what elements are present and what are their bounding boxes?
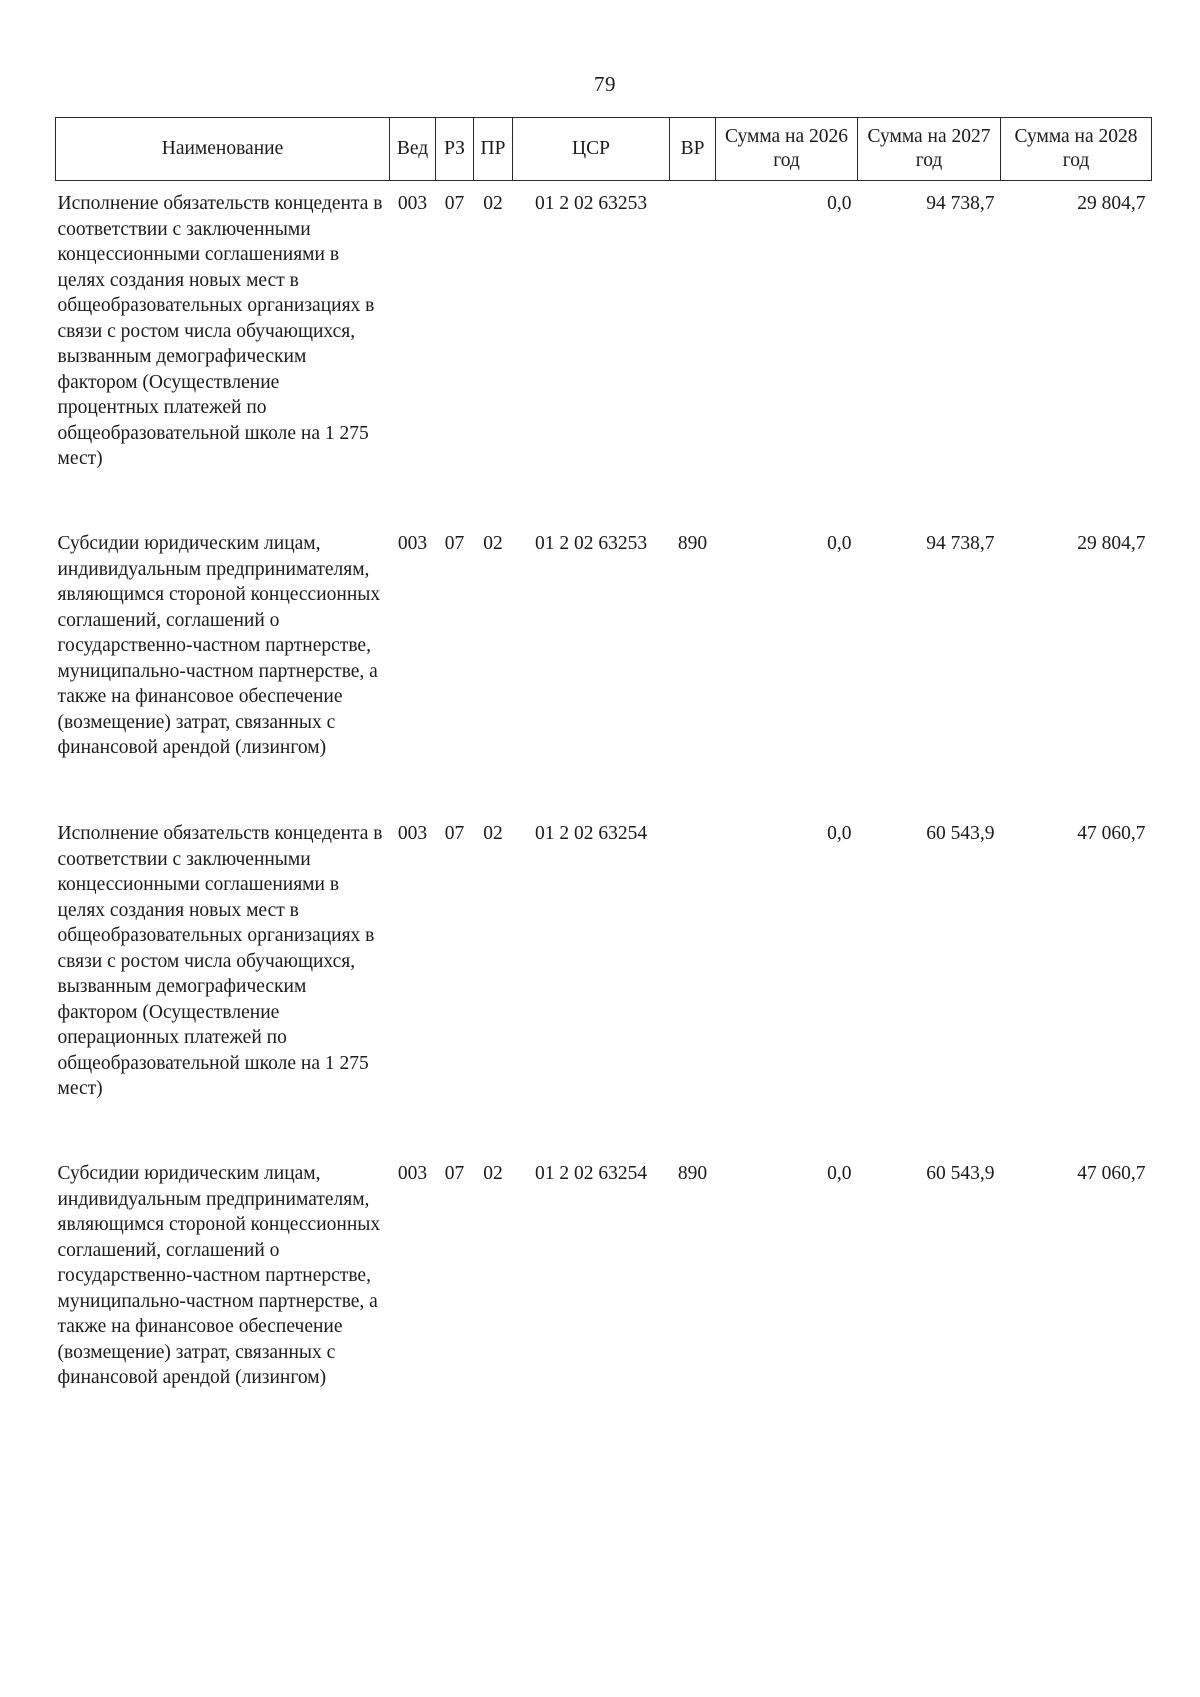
header-sum-2028: Сумма на 2028 год	[1001, 118, 1152, 181]
header-row	[56, 118, 1152, 181]
header-csr: ЦСР	[513, 118, 670, 181]
table-row	[56, 811, 1152, 1151]
row-sum-2028: 47 060,7	[1077, 823, 1146, 844]
row-pr: 02	[483, 533, 503, 554]
table-header	[56, 118, 1152, 181]
header-ved: Вед	[390, 118, 436, 181]
row-name: Исполнение обязательств концедента в соответствии с заключенными концессионными соглашениями в целях создания новых мест в общеобразовательных организациях в связи с ростом числа обучающихся, вызванным демографическим фактором (Осуществление операционных платежей по общеобразовательной школе на 1 275 мест)	[57, 823, 383, 1099]
row-vr: 890	[677, 533, 708, 554]
table-row	[56, 1151, 1152, 1441]
row-ved: 003	[397, 193, 428, 214]
row-sum-2028: 29 804,7	[1077, 533, 1146, 554]
row-rz: 07	[444, 533, 465, 554]
row-pr: 02	[483, 1163, 503, 1184]
table-row	[56, 521, 1152, 811]
row-name: Исполнение обязательств концедента в соответствии с заключенными концессионными соглашениями в целях создания новых мест в общеобразовательных организациях в связи с ростом числа обучающихся, вызванным демографическим фактором (Осуществление процентных платежей по общеобразовательной школе на 1 275 мест)	[57, 193, 383, 469]
row-rz: 07	[444, 823, 465, 844]
budget-table	[55, 117, 1152, 1441]
row-ved: 003	[397, 823, 428, 844]
row-sum-2027: 94 738,7	[926, 533, 995, 554]
row-sum-2028: 29 804,7	[1077, 193, 1146, 214]
row-csr: 01 2 02 63253	[534, 533, 648, 554]
row-sum-2026: 0,0	[827, 533, 852, 554]
table-row	[56, 181, 1152, 522]
row-vr: 890	[677, 1163, 708, 1184]
row-sum-2026: 0,0	[827, 1163, 852, 1184]
row-vr	[670, 181, 716, 522]
row-sum-2027: 60 543,9	[926, 823, 995, 844]
row-name: Субсидии юридическим лицам, индивидуальным предпринимателям, являющимся стороной концессионных соглашений, соглашений о государственно-частном партнерстве, муниципально-частном партнерстве, а также на финансовое обеспечение (возмещение) затрат, связанных с финансовой арендой (лизингом)	[57, 533, 381, 758]
header-sum-2026: Сумма на 2026 год	[716, 118, 858, 181]
row-name: Субсидии юридическим лицам, индивидуальным предпринимателям, являющимся стороной концессионных соглашений, соглашений о государственно-частном партнерстве, муниципально-частном партнерстве, а также на финансовое обеспечение (возмещение) затрат, связанных с финансовой арендой (лизингом)	[57, 1163, 381, 1388]
row-rz: 07	[444, 193, 465, 214]
row-pr: 02	[483, 823, 503, 844]
row-rz: 07	[444, 1163, 465, 1184]
row-vr	[670, 811, 716, 1151]
header-rz: РЗ	[436, 118, 474, 181]
row-sum-2027: 94 738,7	[926, 193, 995, 214]
row-csr: 01 2 02 63254	[534, 1163, 648, 1184]
page-number: 79	[594, 72, 616, 96]
row-sum-2026: 0,0	[827, 823, 852, 844]
header-sum-2027: Сумма на 2027 год	[858, 118, 1001, 181]
row-csr: 01 2 02 63254	[534, 823, 648, 844]
row-sum-2028: 47 060,7	[1077, 1163, 1146, 1184]
row-ved: 003	[397, 1163, 428, 1184]
row-pr: 02	[483, 193, 503, 214]
row-sum-2026: 0,0	[827, 193, 852, 214]
header-vr: ВР	[670, 118, 716, 181]
header-pr: ПР	[474, 118, 513, 181]
header-name: Наименование	[56, 118, 390, 181]
row-csr: 01 2 02 63253	[534, 193, 648, 214]
row-sum-2027: 60 543,9	[926, 1163, 995, 1184]
table-body	[56, 181, 1152, 1442]
row-ved: 003	[397, 533, 428, 554]
